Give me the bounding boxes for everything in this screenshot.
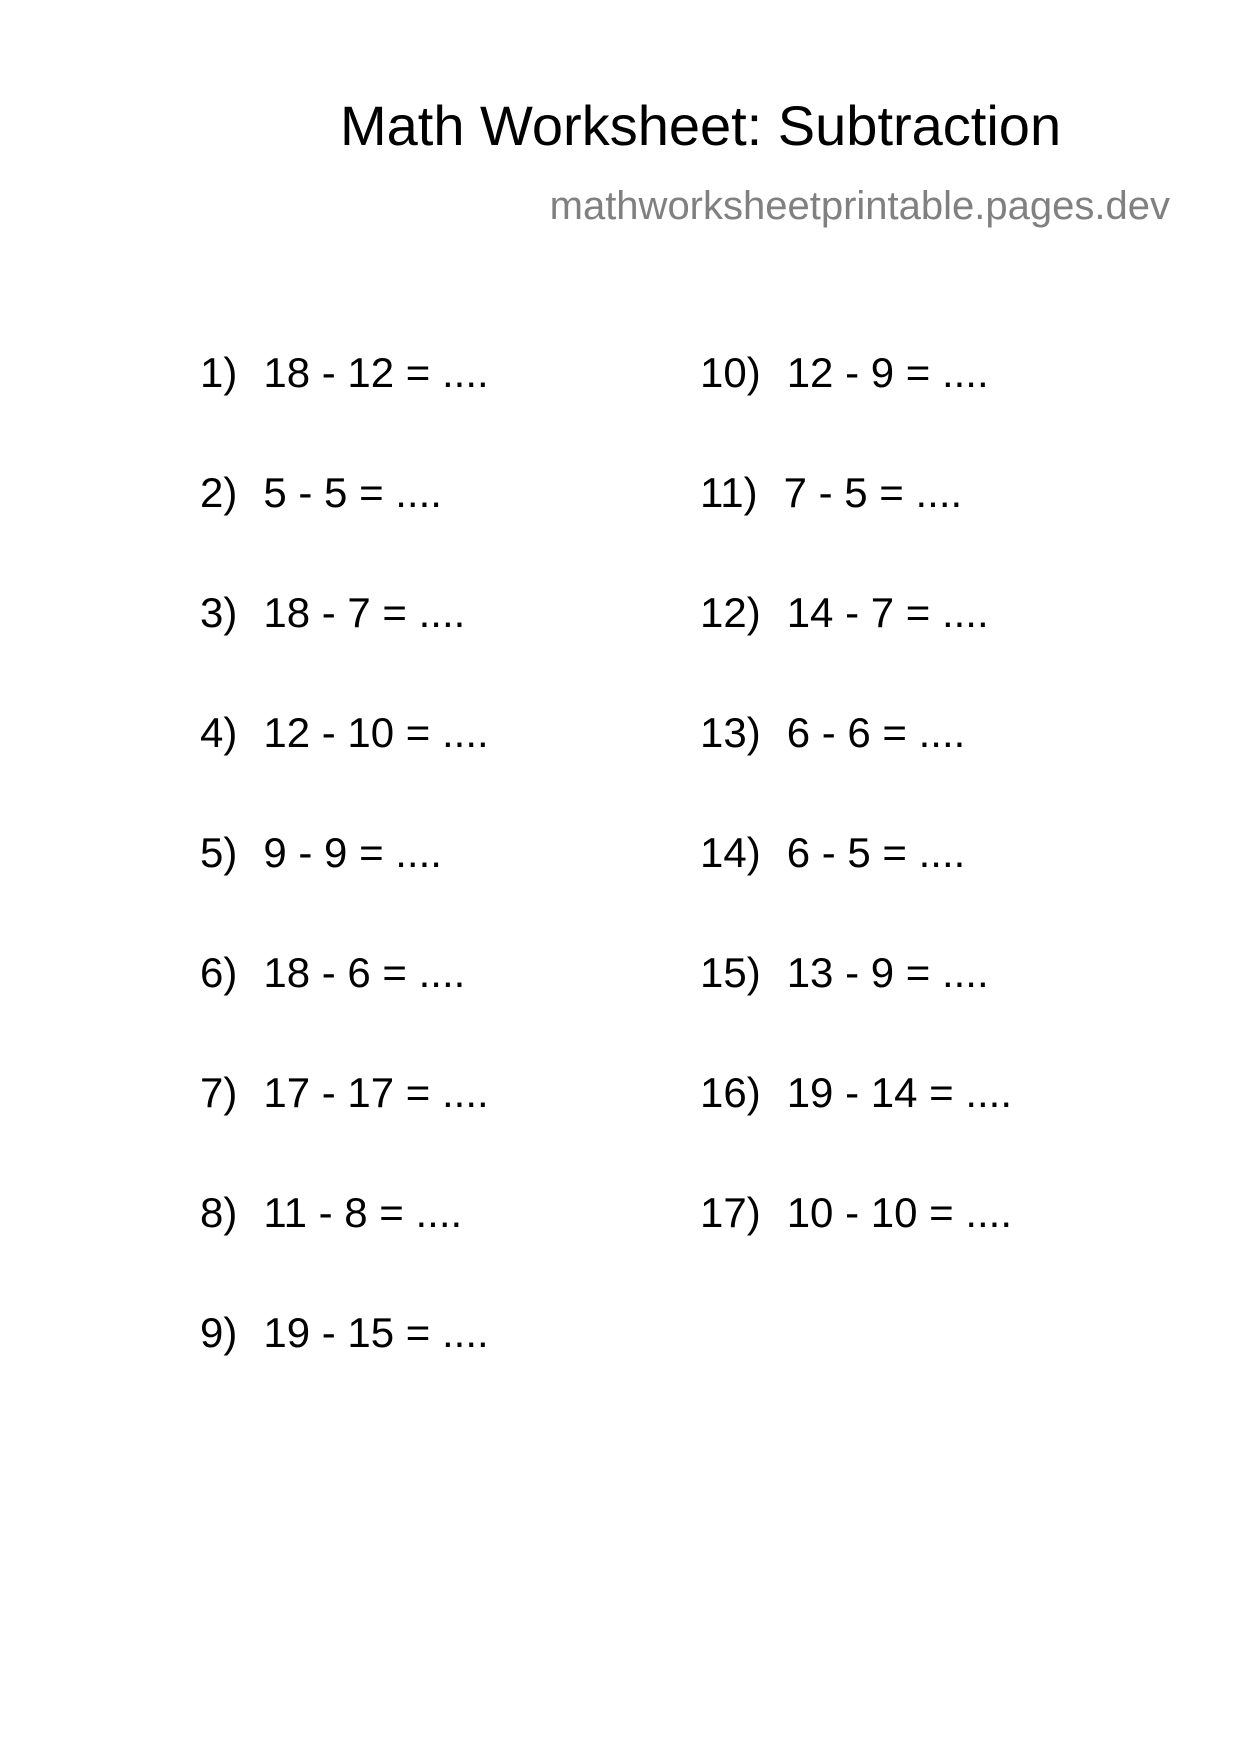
- problem-expression: 12 - 9 = ....: [786, 349, 989, 396]
- problem-item: [700, 469, 1012, 592]
- problem-item: [700, 1069, 1013, 1192]
- problem-column-right: [700, 349, 1013, 1312]
- problem-expression: 9 - 9 = ....: [263, 829, 442, 876]
- problem-expression: 7 - 5 = ....: [783, 469, 963, 516]
- problem-expression: 19 - 14 = ....: [786, 1069, 1013, 1116]
- problem-number: 8): [200, 1189, 238, 1236]
- problem-item: [200, 589, 489, 712]
- problem-item: [700, 949, 1012, 1072]
- problem-expression: 6 - 5 = ....: [786, 829, 966, 876]
- problem-number: 9): [200, 1309, 238, 1356]
- problem-number: 6): [200, 949, 238, 996]
- problem-expression: 11 - 8 = ....: [263, 1189, 463, 1236]
- problem-item: [200, 1069, 489, 1192]
- problem-item: [700, 829, 1012, 952]
- problem-expression: 12 - 10 = ....: [263, 709, 489, 756]
- source-url: mathworksheetprintable.pages.dev: [549, 184, 1170, 228]
- problem-expression: 18 - 12 = ....: [263, 349, 489, 396]
- problem-expression: 18 - 7 = ....: [263, 589, 466, 636]
- problem-number: 10): [700, 349, 761, 396]
- problem-item: [200, 829, 489, 952]
- problem-item: [200, 709, 489, 832]
- problem-item: [700, 709, 1012, 832]
- problem-expression: 6 - 6 = ....: [786, 709, 966, 756]
- problem-number: 7): [200, 1069, 238, 1116]
- problem-item: [200, 1189, 489, 1312]
- problem-number: 17): [700, 1189, 761, 1236]
- problem-number: 11): [700, 469, 758, 516]
- problem-number: 16): [700, 1069, 761, 1116]
- problem-expression: 14 - 7 = ....: [786, 589, 989, 636]
- problem-expression: 13 - 9 = ....: [786, 949, 989, 996]
- problem-item: [700, 589, 1012, 712]
- problem-number: 12): [700, 589, 761, 636]
- problem-expression: 19 - 15 = ....: [263, 1309, 489, 1356]
- problem-number: 5): [200, 829, 238, 876]
- problem-number: 1): [200, 349, 238, 396]
- problem-item: [200, 469, 489, 592]
- problem-item: [200, 349, 489, 472]
- problem-item: [700, 349, 1012, 472]
- problem-column-left: [200, 349, 489, 1432]
- problem-expression: 5 - 5 = ....: [263, 469, 442, 516]
- problem-item: [200, 1309, 489, 1432]
- problem-number: 14): [700, 829, 761, 876]
- problem-number: 15): [700, 949, 761, 996]
- problem-item: [700, 1189, 1013, 1312]
- problem-number: 3): [200, 589, 238, 636]
- problem-number: 2): [200, 469, 238, 516]
- page-title: Math Worksheet: Subtraction: [340, 94, 1062, 157]
- problem-expression: 17 - 17 = ....: [263, 1069, 489, 1116]
- problem-number: 4): [200, 709, 238, 756]
- problem-number: 13): [700, 709, 761, 756]
- problem-item: [200, 949, 489, 1072]
- problem-expression: 18 - 6 = ....: [263, 949, 466, 996]
- problem-expression: 10 - 10 = ....: [786, 1189, 1013, 1236]
